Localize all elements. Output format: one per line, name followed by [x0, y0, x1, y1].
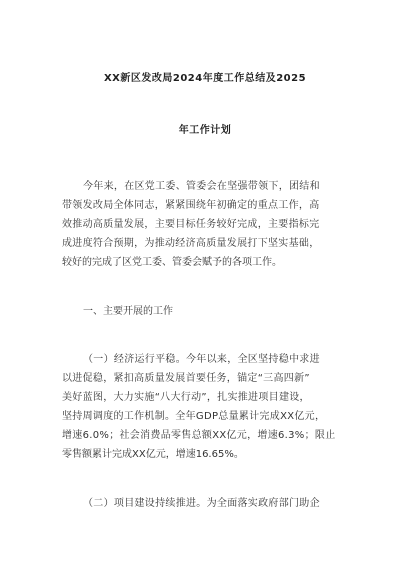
intro-line: 较好的完成了区党工委、管委会赋予的各项工作。 — [62, 257, 282, 268]
section-heading: 一、主要开展的工作 — [83, 306, 173, 317]
intro-line: 成进度符合预期，为推动经济高质量发展打下坚实基础， — [62, 238, 320, 249]
intro-line: 今年来，在区党工委、管委会在坚强带领下，团结和 — [83, 181, 320, 192]
paragraph-line: 美好蓝图，大力实施“八大行动”，扎实推进项目建设， — [62, 392, 310, 403]
paragraph-line: 坚持周调度的工作机制。全年GDP总量累计完成XX亿元， — [62, 411, 326, 422]
paragraph-line: （二）项目建设持续推进。为全面落实政府部门助企 — [83, 498, 320, 509]
paragraph-line: 增速6.0%；社会消费品零售总额XX亿元，增速6.3%；限止 — [62, 430, 336, 441]
paragraph-line: 以进促稳，紧扣高质量发展首要任务，锚定“三高四新” — [62, 373, 310, 384]
paragraph-line: 零售额累计完成XX亿元，增速16.65%。 — [62, 449, 244, 460]
document-title-line-2: 年工作计划 — [178, 125, 232, 136]
intro-line: 带领发改局全体同志，紧紧围绕年初确定的重点工作，高 — [62, 200, 320, 211]
intro-line: 效推动高质量发展，主要目标任务较好完成，主要指标完 — [62, 219, 320, 230]
document-title-line-1: XX新区发改局2024年度工作总结及2025 — [103, 73, 307, 84]
paragraph-line: （一）经济运行平稳。今年以来，全区坚持稳中求进 — [83, 354, 320, 365]
